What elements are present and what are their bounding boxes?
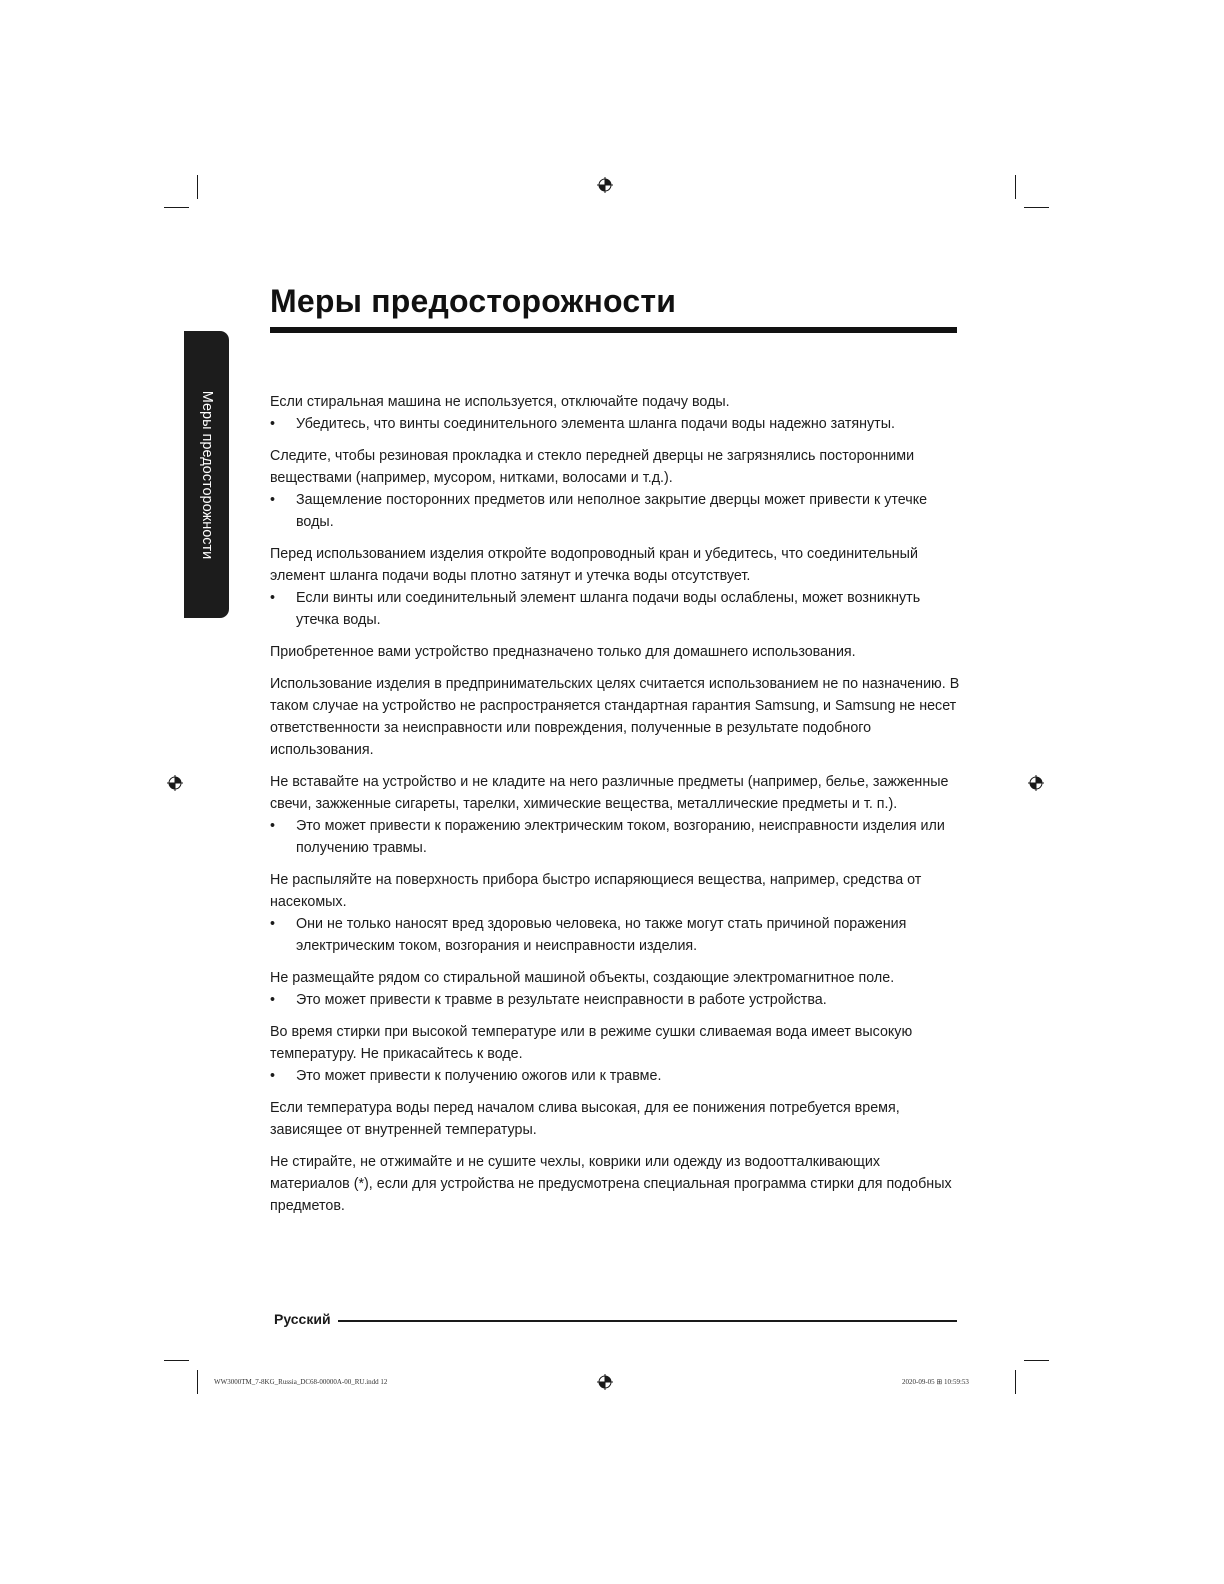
precaution-bullet: • Это может привести к поражению электрическим током, возгоранию, неисправности изделия или получению травмы. <box>270 815 960 859</box>
registration-mark-bottom-icon <box>597 1374 613 1390</box>
crop-mark-bottom-left-vertical <box>197 1370 198 1394</box>
precaution-text: Следите, чтобы резиновая прокладка и стекло передней дверцы не загрязнялись посторонними веществами (например, мусором, нитками, волосами и т.д.). <box>270 448 915 486</box>
crop-mark-top-left-vertical <box>197 175 198 199</box>
crop-mark-top-left-horizontal <box>164 207 189 208</box>
precaution-block <box>270 391 960 435</box>
precaution-block <box>270 1151 960 1217</box>
precaution-bullet: • Если винты или соединительный элемент шланга подачи воды ослаблены, может возникнуть утечка воды. <box>270 587 960 631</box>
precaution-block <box>270 771 960 859</box>
crop-mark-top-right-vertical <box>1015 175 1016 199</box>
side-tab-label: Меры предосторожности <box>198 390 215 559</box>
crop-mark-bottom-right-horizontal <box>1024 1360 1049 1361</box>
footer-language: Русский <box>274 1311 331 1327</box>
precaution-text: Не вставайте на устройство и не кладите на него различные предметы (например, белье, зажженные свечи, зажженные сигареты, тарелки, химические вещества, металлические предметы и т. п.). <box>270 774 949 812</box>
precaution-block <box>270 1021 960 1087</box>
precaution-bullet: • Убедитесь, что винты соединительного элемента шланга подачи воды надежно затянуты. <box>270 413 960 435</box>
precaution-block <box>270 445 960 533</box>
page-title: Меры предосторожности <box>270 283 677 319</box>
precaution-block <box>270 543 960 631</box>
precaution-bullet: • Это может привести к получению ожогов или к травме. <box>270 1065 960 1087</box>
crop-mark-bottom-left-horizontal <box>164 1360 189 1361</box>
precaution-text: Если температура воды перед началом слива высокая, для ее понижения потребуется время, зависящее от внутренней температуры. <box>270 1100 900 1138</box>
registration-mark-left-icon <box>167 775 183 791</box>
precaution-block <box>270 967 960 1011</box>
crop-mark-top-right-horizontal <box>1024 207 1049 208</box>
registration-mark-top-icon <box>597 177 613 193</box>
precaution-bullet: • Они не только наносят вред здоровью человека, но также могут стать причиной поражения электрическим током, возгорания и неисправности изделия. <box>270 913 960 957</box>
precaution-block <box>270 869 960 957</box>
precaution-text: Перед использованием изделия откройте водопроводный кран и убедитесь, что соединительный элемент шланга подачи воды плотно затянут и утечка воды отсутствует. <box>270 546 918 584</box>
precaution-block <box>270 641 960 663</box>
print-slug-date: 2020-09-05 ⊞ 10:59:53 <box>902 1378 969 1386</box>
precaution-bullet: • Защемление посторонних предметов или неполное закрытие дверцы может привести к утечке воды. <box>270 489 960 533</box>
precaution-text: Не размещайте рядом со стиральной машиной объекты, создающие электромагнитное поле. <box>270 970 895 986</box>
print-slug-file: WW3000TM_7-8KG_Russia_DC68-00000A-00_RU.indd 12 <box>214 1378 388 1386</box>
title-rule <box>270 327 957 333</box>
precaution-bullet: • Это может привести к травме в результате неисправности в работе устройства. <box>270 989 960 1011</box>
precaution-text: Использование изделия в предпринимательских целях считается использованием не по назначению. В таком случае на устройство не распространяется стандартная гарантия Samsung, и Samsung не несет ответственности за неисправности или повреждения, полученные в результате подобного использования. <box>270 676 960 758</box>
precaution-text: Приобретенное вами устройство предназначено только для домашнего использования. <box>270 644 856 660</box>
precaution-text: Не распыляйте на поверхность прибора быстро испаряющиеся вещества, например, средства от насекомых. <box>270 872 922 910</box>
precaution-block <box>270 1097 960 1141</box>
precaution-text: Если стиральная машина не используется, отключайте подачу воды. <box>270 394 730 410</box>
precaution-text: Не стирайте, не отжимайте и не сушите чехлы, коврики или одежду из водоотталкивающих материалов (*), если для устройства не предусмотрена специальная программа стирки для подобных предметов. <box>270 1154 952 1214</box>
footer-rule <box>338 1320 957 1322</box>
content <box>270 391 960 1227</box>
side-section-tab <box>184 331 229 618</box>
precaution-block <box>270 673 960 761</box>
registration-mark-right-icon <box>1028 775 1044 791</box>
crop-mark-bottom-right-vertical <box>1015 1370 1016 1394</box>
precaution-text: Во время стирки при высокой температуре или в режиме сушки сливаемая вода имеет высокую температуру. Не прикасайтесь к воде. <box>270 1024 913 1062</box>
